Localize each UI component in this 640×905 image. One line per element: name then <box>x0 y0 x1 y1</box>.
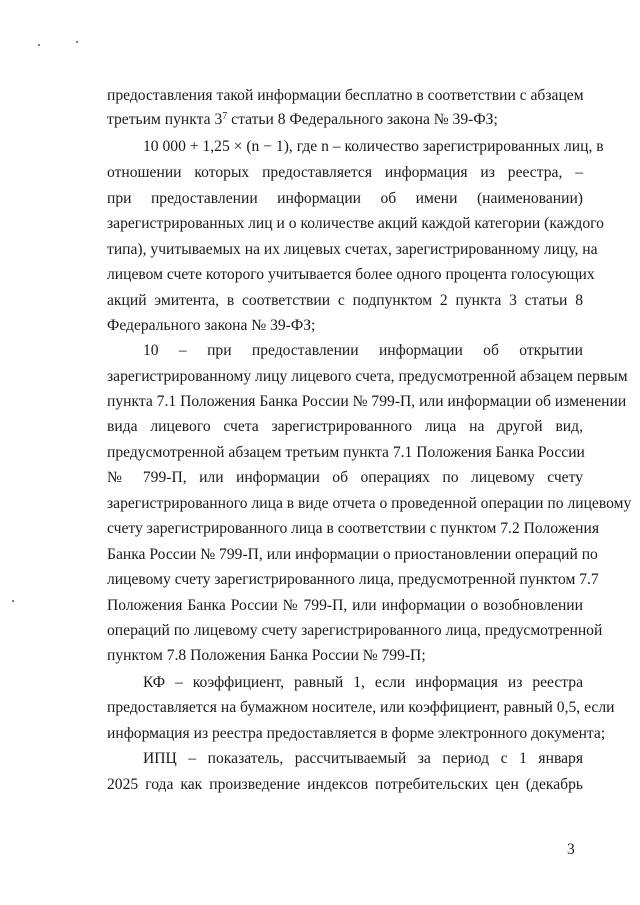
text-line: лицевому счету зарегистрированного лица, предусмотренной пунктом 7.7 <box>107 571 599 588</box>
scan-speck <box>38 44 40 46</box>
text-line: Банка России № 799-П, или информации о приостановлении операций по <box>107 546 598 563</box>
superscript: 7 <box>222 111 228 122</box>
text-line: предоставляется на бумажном носителе, или коэффициент, равный 0,5, если <box>107 699 615 716</box>
text-line: зарегистрированных лиц и о количестве акций каждой категории (каждого <box>107 215 604 232</box>
text-line: предоставления такой информации бесплатно в соответствии с абзацем <box>107 87 584 104</box>
text-line: Положения Банка России № 799-П, или информации о возобновлении <box>107 597 583 614</box>
text-line: 10 000 + 1,25 × (n − 1), где n – количество зарегистрированных лиц, в <box>143 138 604 155</box>
text-line: зарегистрированного лица в виде отчета о проведенной операции по лицевому <box>107 495 632 512</box>
text-line: КФ – коэффициент, равный 1, если информация из реестра <box>143 674 583 691</box>
scan-speck <box>12 600 14 602</box>
text-line: информация из реестра предоставляется в форме электронного документа; <box>107 725 606 742</box>
text-line: ИПЦ – показатель, рассчитываемый за период с 1 января <box>143 750 583 767</box>
scan-speck <box>76 41 78 43</box>
text-line: 2025 года как произведение индексов потребительских цен (декабрь <box>107 776 583 793</box>
text-line: третьим пункта $3^7$ статьи 8 Федерального закона № 39-ФЗ; <box>107 111 498 128</box>
text-line: предусмотренной абзацем третьим пункта 7.1 Положения Банка России <box>107 444 585 461</box>
text-line: акций эмитента, в соответствии с подпунктом 2 пункта 3 статьи 8 <box>107 292 583 309</box>
text-line: отношении которых предоставляется информация из реестра, – <box>107 164 583 181</box>
page-number: 3 <box>567 841 575 858</box>
text-line: № 799-П, или информации об операциях по лицевому счету <box>107 469 583 486</box>
text-line: вида лицевого счета зарегистрированного лица на другой вид, <box>107 418 583 435</box>
text-line: операций по лицевому счету зарегистрированного лица, предусмотренной <box>107 622 603 639</box>
text-line: типа), учитываемых на их лицевых счетах, зарегистрированному лицу, на <box>107 241 598 258</box>
text-line: лицевом счете которого учитывается более одного процента голосующих <box>107 266 595 283</box>
text-line: 10 – при предоставлении информации об открытии <box>143 342 583 359</box>
text-line: счету зарегистрированного лица в соответствии с пунктом 7.2 Положения <box>107 520 600 537</box>
text-line: Федерального закона № 39-ФЗ; <box>107 317 316 334</box>
text-line: пунктом 7.8 Положения Банка России № 799-П; <box>107 647 426 664</box>
text-line: при предоставлении информации об имени (наименовании) <box>107 190 583 207</box>
text-line: зарегистрированному лицу лицевого счета, предусмотренной абзацем первым <box>107 368 628 385</box>
text-line: пункта 7.1 Положения Банка России № 799-П, или информации об изменении <box>107 393 627 410</box>
